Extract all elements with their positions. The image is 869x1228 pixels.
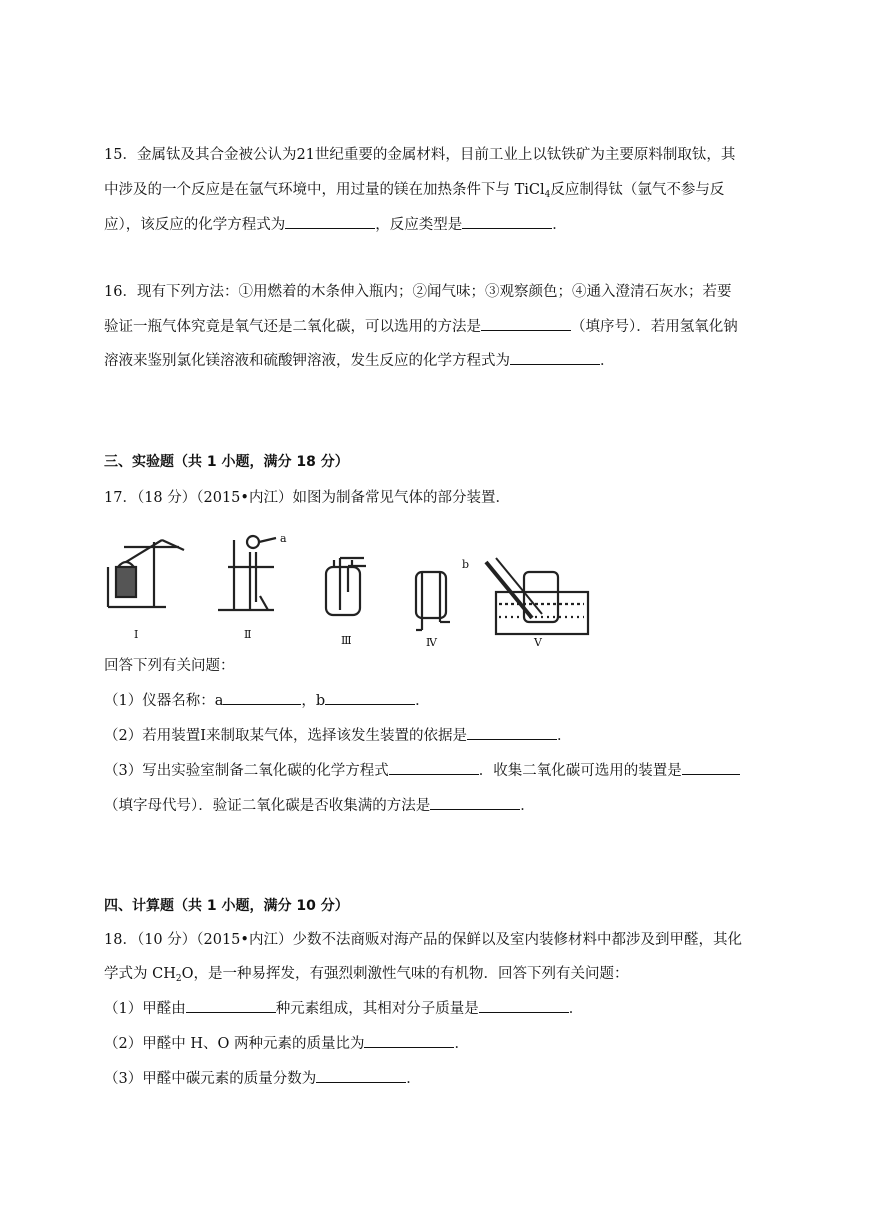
q16-line-1: 16．现有下列方法：①用燃着的木条伸入瓶内；②闻气味；③观察颜色；④通入澄清石灰水；若要 — [104, 284, 732, 300]
apparatus-2 — [218, 536, 276, 610]
apparatus-figure — [104, 522, 594, 652]
label-apparatus-1: Ⅰ — [134, 628, 139, 641]
q17-part-2: （2）若用装置Ⅰ来制取某气体，选择该发生装置的依据是 ． — [104, 725, 571, 746]
answer-blank[interactable] — [186, 998, 276, 1013]
answer-blank[interactable] — [325, 690, 415, 705]
section-4-title: 四、计算题（共 1 小题，满分 10 分） — [104, 898, 349, 914]
answer-blank[interactable] — [430, 795, 520, 810]
apparatus-4 — [416, 572, 450, 630]
label-apparatus-4: Ⅳ — [426, 636, 437, 649]
apparatus-1 — [108, 540, 184, 607]
label-apparatus-2: Ⅱ — [244, 628, 252, 641]
apparatus-5 — [486, 558, 588, 634]
answer-blank[interactable] — [462, 214, 552, 229]
q16-line-3: 溶液来鉴别氯化镁溶液和硫酸钾溶液，发生反应的化学方程式为 ． — [104, 350, 615, 371]
apparatus-3 — [326, 558, 366, 615]
q18-part-3: （3）甲醛中碳元素的质量分数为 ． — [104, 1068, 421, 1089]
q18-line-1: 18．（10 分）（2015•内江）少数不法商贩对海产品的保鲜以及室内装修材料中都涉及到甲醛，其化 — [104, 932, 742, 948]
answer-blank[interactable] — [364, 1033, 454, 1048]
q18-part-2: （2）甲醛中 H、O 两种元素的质量比为 ． — [104, 1033, 469, 1054]
q15-line-1: 15．金属钛及其合金被公认为21世纪重要的金属材料，目前工业上以钛铁矿为主要原料制取钛，其 — [104, 147, 736, 163]
answer-blank[interactable] — [316, 1068, 406, 1083]
q17-part-1: （1）仪器名称：a ，b ． — [104, 690, 430, 711]
label-b: b — [462, 558, 470, 571]
answer-blank[interactable] — [481, 316, 571, 331]
answer-blank[interactable] — [223, 690, 301, 705]
q17-intro: 回答下列有关问题： — [104, 658, 235, 674]
answer-blank[interactable] — [467, 725, 557, 740]
label-apparatus-5: Ⅴ — [534, 636, 542, 649]
answer-blank[interactable] — [682, 760, 740, 775]
section-3-title: 三、实验题（共 1 小题，满分 18 分） — [104, 454, 349, 470]
q17-part-3-cont: （填字母代号）．验证二氧化碳是否收集满的方法是 ． — [104, 795, 535, 816]
q18-line-2: 学式为 $CH_2O$，是一种易挥发，有强烈刺激性气味的有机物．回答下列有关问题： — [104, 966, 629, 984]
q15-line-2: 中涉及的一个反应是在氩气环境中，用过量的镁在加热条件下与 TiCl$_4$反应制得钛（氩气不参与反 — [104, 182, 725, 200]
q18-part-1: （1）甲醛由 种元素组成，其相对分子质量是 ． — [104, 998, 583, 1019]
q17-part-3: （3）写出实验室制备二氧化碳的化学方程式 ．收集二氧化碳可选用的装置是 — [104, 760, 740, 781]
answer-blank[interactable] — [479, 998, 569, 1013]
label-apparatus-3: Ⅲ — [341, 634, 352, 647]
q15-line-3: 应），该反应的化学方程式为 ，反应类型是 ． — [104, 214, 567, 235]
answer-blank[interactable] — [285, 214, 375, 229]
apparatus-diagram — [104, 522, 594, 652]
q17-stem: 17．（18 分）（2015•内江）如图为制备常见气体的部分装置． — [104, 490, 510, 506]
answer-blank[interactable] — [389, 760, 479, 775]
label-a: a — [280, 532, 287, 545]
q16-line-2: 验证一瓶气体究竟是氧气还是二氧化碳，可以选用的方法是 （填序号）．若用氢氧化钠 — [104, 316, 738, 337]
answer-blank[interactable] — [510, 350, 600, 365]
